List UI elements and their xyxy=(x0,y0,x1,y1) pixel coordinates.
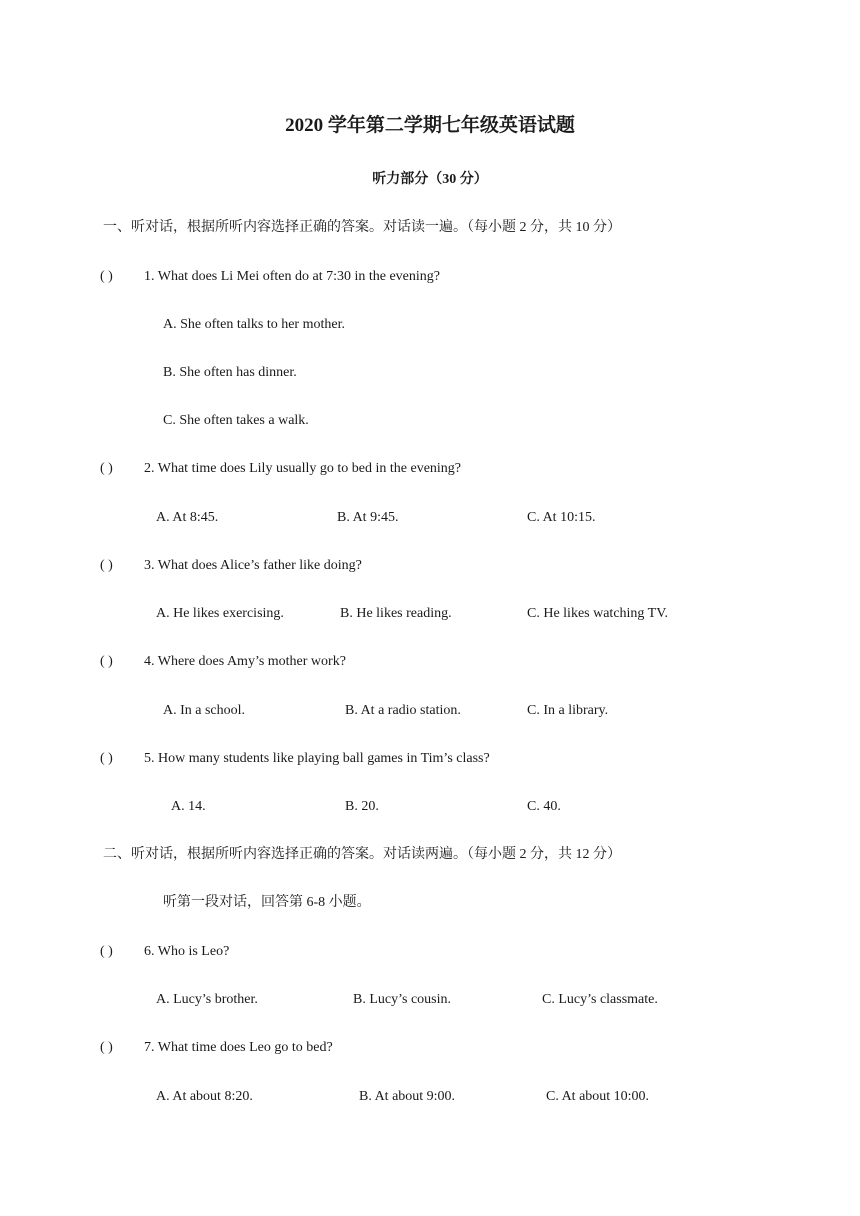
question-text: 5. How many students like playing ball games in Tim’s class? xyxy=(144,751,490,766)
question-text: 4. Where does Amy’s mother work? xyxy=(144,654,346,669)
q7-option-c: C. At about 10:00. xyxy=(546,1089,650,1104)
question-4 xyxy=(100,653,346,671)
question-text: 6. Who is Leo? xyxy=(144,944,230,959)
answer-blank[interactable]: ( ) xyxy=(100,461,113,476)
q3-option-b: B. He likes reading. xyxy=(340,606,452,621)
q1-option-c: C. She often takes a walk. xyxy=(163,413,309,428)
q3-option-c: C. He likes watching TV. xyxy=(527,606,669,621)
question-text: 2. What time does Lily usually go to bed in the evening? xyxy=(144,461,462,476)
question-text: 1. What does Li Mei often do at 7:30 in the evening? xyxy=(144,269,441,284)
section2-heading: 二、听对话，根据所听内容选择正确的答案。对话读两遍。（每小题 2 分，共 12 分） xyxy=(103,847,621,862)
q2-option-c: C. At 10:15. xyxy=(527,510,596,525)
question-5 xyxy=(100,750,490,768)
q4-option-c: C. In a library. xyxy=(527,703,609,718)
q7-option-b: B. At about 9:00. xyxy=(359,1089,456,1104)
q1-option-b: B. She often has dinner. xyxy=(163,365,297,380)
q4-option-b: B. At a radio station. xyxy=(345,703,461,718)
question-6 xyxy=(100,943,229,961)
question-7 xyxy=(100,1039,333,1057)
q1-option-a: A. She often talks to her mother. xyxy=(163,317,345,332)
question-2 xyxy=(100,460,461,478)
q6-option-a: A. Lucy’s brother. xyxy=(156,992,258,1007)
answer-blank[interactable]: ( ) xyxy=(100,654,113,669)
question-text: 7. What time does Leo go to bed? xyxy=(144,1040,333,1055)
question-1 xyxy=(100,268,440,286)
answer-blank[interactable]: ( ) xyxy=(100,751,113,766)
question-text: 3. What does Alice’s father like doing? xyxy=(144,558,362,573)
question-3 xyxy=(100,557,362,575)
answer-blank[interactable]: ( ) xyxy=(100,944,113,959)
answer-blank[interactable]: ( ) xyxy=(100,558,113,573)
q5-option-a: A. 14. xyxy=(171,799,206,814)
section-subtitle: 听力部分（30 分） xyxy=(372,172,488,187)
page-title: 2020 学年第二学期七年级英语试题 xyxy=(285,115,575,136)
q4-option-a: A. In a school. xyxy=(163,703,246,718)
answer-blank[interactable]: ( ) xyxy=(100,1040,113,1055)
q2-option-a: A. At 8:45. xyxy=(156,510,219,525)
q5-option-b: B. 20. xyxy=(345,799,379,814)
answer-blank[interactable]: ( ) xyxy=(100,269,113,284)
q5-option-c: C. 40. xyxy=(527,799,561,814)
section1-heading: 一、听对话，根据所听内容选择正确的答案。对话读一遍。（每小题 2 分，共 10 分） xyxy=(103,220,621,235)
q2-option-b: B. At 9:45. xyxy=(337,510,399,525)
q7-option-a: A. At about 8:20. xyxy=(156,1089,253,1104)
q3-option-a: A. He likes exercising. xyxy=(156,606,284,621)
q6-option-b: B. Lucy’s cousin. xyxy=(353,992,451,1007)
section2-instruction: 听第一段对话，回答第 6-8 小题。 xyxy=(163,895,371,910)
q6-option-c: C. Lucy’s classmate. xyxy=(542,992,658,1007)
